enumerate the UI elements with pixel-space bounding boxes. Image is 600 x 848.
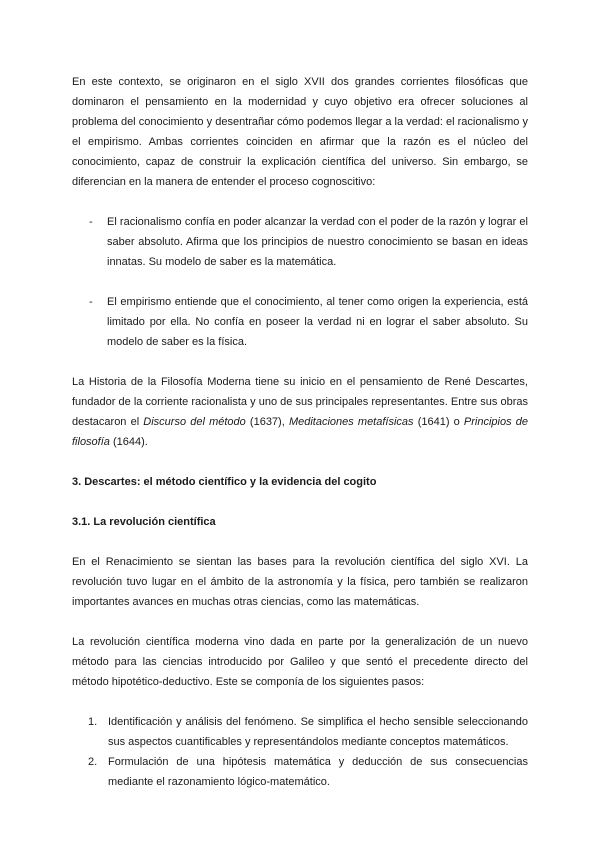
list-item bbox=[72, 712, 528, 752]
bullet-text-empirismo: El empirismo entiende que el conocimiento, al tener como origen la experiencia, está limitado por ella. No confía en poseer la verdad ni en lograr el saber absoluto. Su modelo de saber es la física. bbox=[107, 296, 528, 348]
document-page bbox=[72, 72, 528, 792]
list-item bbox=[72, 212, 528, 272]
bullet-text-racionalismo: El racionalismo confía en poder alcanzar la verdad con el poder de la razón y lograr el saber absoluto. Afirma que los principios de nuestro conocimiento se basan en ideas innatas. Su modelo de saber es la matemática. bbox=[107, 216, 528, 268]
step-text: Identificación y análisis del fenómeno. Se simplifica el hecho sensible seleccionando sus aspectos cuantificables y representándolos mediante conceptos matemáticos. bbox=[108, 716, 528, 748]
list-item bbox=[72, 752, 528, 792]
intro-paragraph: En este contexto, se originaron en el siglo XVII dos grandes corrientes filosóficas que dominaron el pensamiento en la modernidad y cuyo objetivo era ofrecer soluciones al problema del conocimiento y desentrañar cómo podemos llegar a la verdad: el racionalismo y el empirismo. Ambas corrientes coinciden en afirmar que la razón es el núcleo del conocimiento, capaz de construir la explicación científica del universo. Sin embargo, se diferencian en la manera de entender el proceso cognoscitivo: bbox=[72, 76, 528, 188]
subsection-heading: 3.1. La revolución científica bbox=[72, 516, 216, 528]
descartes-paragraph: La Historia de la Filosofía Moderna tiene su inicio en el pensamiento de René Descartes, fundador de la corriente racionalista y uno de sus principales representantes. Entre sus obras destacaron el Discurso del método (1637), Meditaciones metafísicas (1641) o Principios de filosofía (1644). bbox=[72, 376, 528, 448]
step-number: 2. bbox=[88, 756, 98, 768]
section-heading: 3. Descartes: el método científico y la evidencia del cogito bbox=[72, 476, 377, 488]
step-number: 1. bbox=[88, 716, 98, 728]
work-title: Principios de filosofía bbox=[72, 416, 528, 448]
list-item bbox=[72, 292, 528, 352]
work-title: Meditaciones metafísicas bbox=[288, 416, 414, 428]
renacimiento-paragraph: En el Renacimiento se sientan las bases para la revolución científica del siglo XVI. La revolución tuvo lugar en el ámbito de la astronomía y la física, pero también se realizaron importantes avances en muchas otras ciencias, como las matemáticas. bbox=[72, 556, 528, 608]
bullet-dash: - bbox=[89, 296, 93, 308]
step-text: Formulación de una hipótesis matemática y deducción de sus consecuencias mediante el razonamiento lógico-matemático. bbox=[108, 756, 528, 788]
bullet-dash: - bbox=[89, 216, 93, 228]
work-title: Discurso del método bbox=[143, 416, 246, 428]
metodo-paragraph: La revolución científica moderna vino dada en parte por la generalización de un nuevo método para las ciencias introducido por Galileo y que sentó el precedente directo del método hipotético-deductivo. Este se componía de los siguientes pasos: bbox=[72, 636, 528, 688]
